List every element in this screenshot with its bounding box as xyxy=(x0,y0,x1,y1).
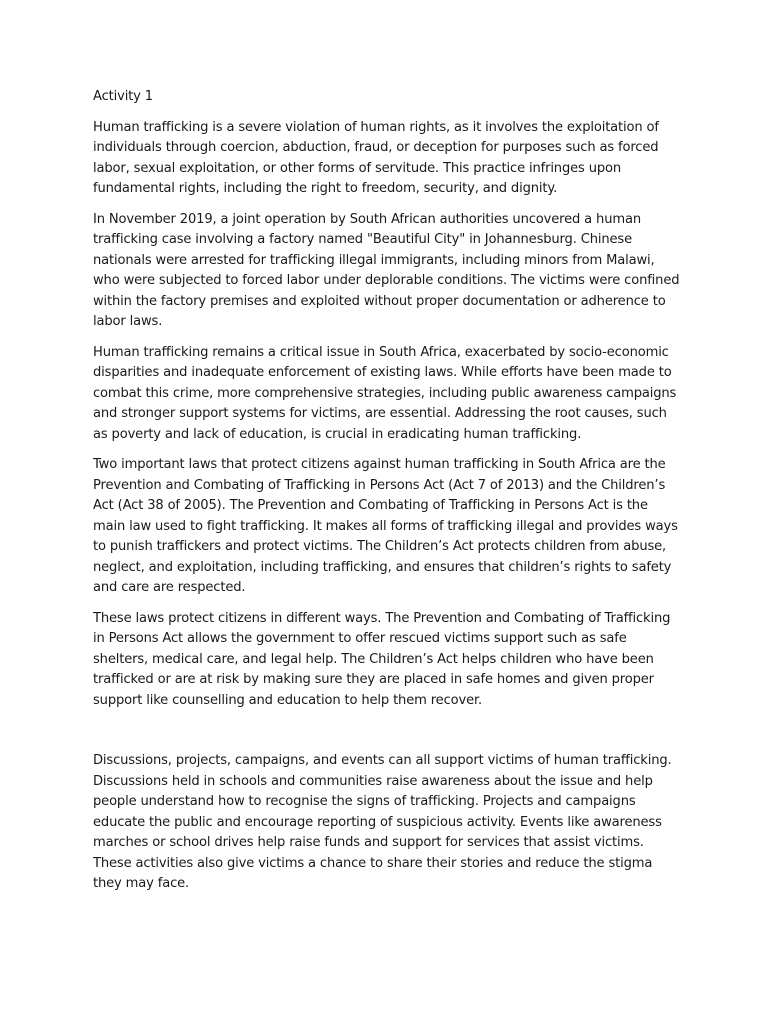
blank-line xyxy=(93,721,683,751)
paragraph-protection: These laws protect citizens in different ways. The Prevention and Combating of Trafficking in Persons Act allows the government to offer rescued victims support such as safe shelters, medical care, and legal help. The Children’s Act helps children who have been trafficked or are at risk by making sure they are placed in safe homes and given proper support like counselling and education to help them recover. xyxy=(93,610,671,708)
paragraph-support: Discussions, projects, campaigns, and events can all support victims of human trafficking. Discussions held in schools and communities raise awareness about the issue and help people understand how to recognise the signs of trafficking. Projects and campaigns educate the public and encourage reporting of suspicious activity. Events like awareness marches or school drives help raise funds and support for services that assist victims. These activities also give victims a chance to share their stories and reduce the stigma they may face. xyxy=(93,753,672,891)
paragraph-laws: Two important laws that protect citizens against human trafficking in South Africa are the Prevention and Combating of Trafficking in Persons Act (Act 7 of 2013) and the Children’s Act (Act 38 of 2005). The Prevention and Combating of Trafficking in Persons Act is the main law used to fight trafficking. It makes all forms of trafficking illegal and provides ways to punish traffickers and protect victims. The Children’s Act protects children from abuse, neglect, and exploitation, including trafficking, and ensures that children’s rights to safety and care are respected. xyxy=(93,457,678,595)
paragraph-critical-issue: Human trafficking remains a critical issue in South Africa, exacerbated by socio-economic disparities and inadequate enforcement of existing laws. While efforts have been made to combat this crime, more comprehensive strategies, including public awareness campaigns and stronger support systems for victims, are essential. Addressing the root causes, such as poverty and lack of education, is crucial in eradicating human trafficking. xyxy=(93,344,677,442)
document-body xyxy=(93,87,683,905)
document-heading: Activity 1 xyxy=(93,89,153,104)
paragraph-case-study: In November 2019, a joint operation by South African authorities uncovered a human trafficking case involving a factory named "Beautiful City" in Johannesburg. Chinese nationals were arrested for trafficking illegal immigrants, including minors from Malawi, who were subjected to forced labor under deplorable conditions. The victims were confined within the factory premises and exploited without proper documentation or adherence to labor laws. xyxy=(93,211,680,329)
paragraph-definition: Human trafficking is a severe violation of human rights, as it involves the exploitation of individuals through coercion, abduction, fraud, or deception for purposes such as forced labor, sexual exploitation, or other forms of servitude. This practice infringes upon fundamental rights, including the right to freedom, security, and dignity. xyxy=(93,119,659,196)
